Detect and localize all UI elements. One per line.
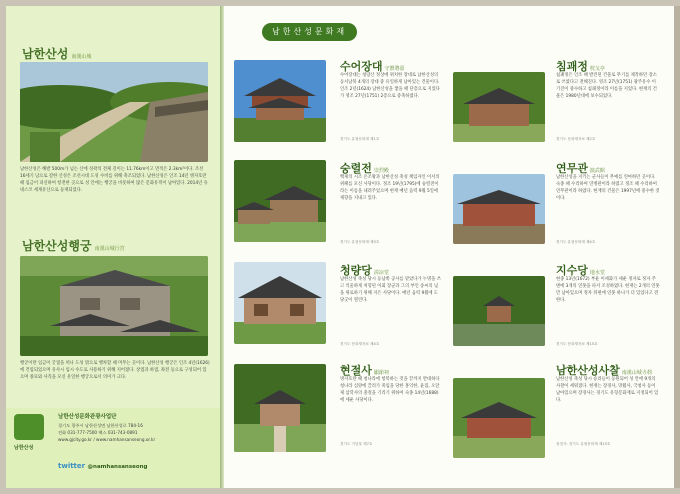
item-title-jisudang: 지수당 地水堂 <box>556 264 605 277</box>
pavilion2-illustration <box>453 72 545 142</box>
org-address: 경기도 광주시 남한산성면 남한산성로 784-16 <box>58 423 143 428</box>
yeonmugwan-photo <box>453 174 545 244</box>
item-caption-sueojangdae: 경기도 유형문화재 제1호 <box>340 137 380 141</box>
page-edge <box>674 6 680 488</box>
sueojangdae-photo <box>234 60 326 142</box>
twitter-link[interactable] <box>58 462 147 470</box>
item-body-yeonmugwan: 남한산성을 지키는 군사들이 무예를 연마하던 곳이다. 숙종 때 수리하여 연병관이라 하였고 정조 때 수리하여 연무관이라 하였다. 현재의 건물은 1997년에 중수한 것이다. <box>556 175 660 202</box>
heritage-banner: 남한산성문화재 <box>262 23 357 41</box>
section-title-haenggung: 남한산성행궁 南漢山城行宮 <box>22 239 125 253</box>
section-body-namhansanseong: 남한산성은 해발 500m가 넘는 산에 성곽의 전체 길이는 11.76km이고 면적은 2.3km²이다. 조선 16세기 남으로 갈한 산성은 조선시대 도성 수비를 위해 축조되었다. 남한산성은 인조 14년 병자호란 때 임금이 피신하여 항전한 곳으로 성 안에는 행궁을 비롯하여 많은 문화유적이 남아있다. 2014년 유네스코 세계유산으로 등재되었다. <box>20 167 208 194</box>
item-body-chimgoejeong: 침괘정은 인조 때 발견된 건물로 무기를 제작하던 장소로 쓰였다고 전해진다. 영조 27년(1751) 광주유수 이기진이 중수하고 침괘정이라 이름을 지었다. 현재의 건물은 1980년대에 보수되었다. <box>556 73 657 100</box>
item-caption-sungryeoljeon: 경기도 유형문화재 제3호 <box>340 240 380 244</box>
item-title-sungryeoljeon: 숭렬전 崇烈殿 <box>340 162 389 175</box>
item-caption-chimgoejeong: 경기도 문화재자료 제2호 <box>556 137 596 141</box>
sungryeoljeon-photo <box>234 160 326 242</box>
item-title-sueojangdae: 수어장대 守禦將臺 <box>340 60 405 73</box>
item-body-jisudang: 현종 13년(1672) 부윤 이세화가 세운 정자로 정자 주변에 3개의 연못을 파서 조성하였다. 현재는 2개의 연못만 남아있으며 정자 뒤편에 연못 하나가 더 있었다고 전한다. <box>556 277 660 304</box>
shrine-illustration <box>234 160 326 242</box>
hall-illustration <box>234 262 326 344</box>
item-title-cheongryangdang: 청량당 淸凉堂 <box>340 264 389 277</box>
item-body-sueojangdae: 수어장대는 청량산 정상에 위치한 장대로 남한산성의 동서남북 4개의 장대 중 유일하게 남아있는 건물이다. 인조 2년(1624) 남한산성을 쌓을 때 단층으로 지었다가 영조 27년(1751) 2층으로 증축하였다. <box>340 73 440 100</box>
jisudang-photo <box>453 276 545 346</box>
hyeonjeolsa-photo <box>234 364 326 452</box>
fortress-wall-photo <box>20 62 208 162</box>
pond-pavilion-illustration <box>453 276 545 346</box>
item-caption-jisudang: 경기도 문화재자료 제15호 <box>556 342 598 346</box>
item-body-temples: 남한산성 축성 당시 승려들이 동원되어 성 안에 9개의 사찰이 세워졌다. 현재는 장경사, 망월사, 국청사 등이 남아있으며 장경사는 경기도 유형문화재로 지정되어 있다. <box>556 377 659 404</box>
haenggung-illustration <box>20 256 208 356</box>
org-website[interactable]: www.gjcity.go.kr / www.namhansanseong.or.kr <box>58 437 156 442</box>
pavilion-illustration <box>234 60 326 142</box>
item-caption-yeonmugwan: 경기도 유형문화재 제4호 <box>556 240 596 244</box>
org-phone: 전화 031-777-7500 팩스 031-743-0891 <box>58 430 138 435</box>
org-name: 남한산성문화관광사업단 <box>58 414 117 420</box>
gate-illustration <box>234 364 326 452</box>
item-body-sungryeoljeon: 백제의 시조 온조왕과 남한산성 축성 책임자인 이서의 위패를 모신 사당이다. 정조 19년(1795)에 숭렬전이라는 이름을 내려주었으며 현재 매년 음력 9월 5일에 제향을 지내고 있다. <box>340 175 440 202</box>
item-title-chimgoejeong: 침괘정 枕戈亭 <box>556 60 605 73</box>
fortress-wall-illustration <box>20 62 208 162</box>
item-caption-cheongryangdang: 경기도 문화재자료 제4호 <box>340 342 380 346</box>
hall2-illustration <box>453 174 545 244</box>
namhansanseong-logo <box>14 414 44 440</box>
temple-illustration <box>453 378 545 458</box>
section-body-haenggung: 행궁이란 임금이 궁궐을 떠나 도성 밖으로 행차할 때 머무는 곳이다. 남한산성 행궁은 인조 4년(1626)에 건립되었으며 유사시 임시 수도로 사용하기 위해 지어졌다. 상궐과 하궐, 좌전 등으로 구성되어 있으며 종묘와 사직을 모신 유일한 행궁으로서 의미가 크다. <box>20 361 210 381</box>
haenggung-photo <box>20 256 208 356</box>
twitter-handle: @namhansanseong <box>87 464 148 470</box>
cheongryangdang-photo <box>234 262 326 344</box>
item-body-cheongryangdang: 남한산성 축성 당시 동남쪽 공사를 맡았다가 누명을 쓰고 억울하게 처형된 이회 장군과 그의 부인 송씨의 넋을 위로하기 위해 지은 사당이다. 매년 음력 9월에 도당굿이 열린다. <box>340 277 441 304</box>
item-title-yeonmugwan: 연무관 演武館 <box>556 162 605 175</box>
chimgoejeong-photo <box>453 72 545 142</box>
item-caption-hyeonjeolsa: 경기도 기념물 제7호 <box>340 442 373 446</box>
item-caption-temples: 장경사: 경기도 유형문화재 제15호 <box>556 442 611 446</box>
item-title-hyeonjeolsa: 현절사 顯節祠 <box>340 364 389 377</box>
temple-photo <box>453 378 545 458</box>
item-body-hyeonjeolsa: 병자호란 때 청나라에 항복하는 것을 끝까지 반대하다 청나라 심양에 끌려가 죽임을 당한 홍익한, 윤집, 오달제 삼학사의 충절을 기리기 위하여 숙종 14년(1688)에 세운 사당이다. <box>340 377 440 404</box>
item-title-temples: 남한산성사찰 南漢山城寺刹 <box>556 364 652 377</box>
section-title-namhansanseong: 남한산성 南漢山城 <box>22 47 92 61</box>
logo-caption: 남한산성 <box>14 445 34 451</box>
twitter-icon: twitter <box>58 462 86 470</box>
